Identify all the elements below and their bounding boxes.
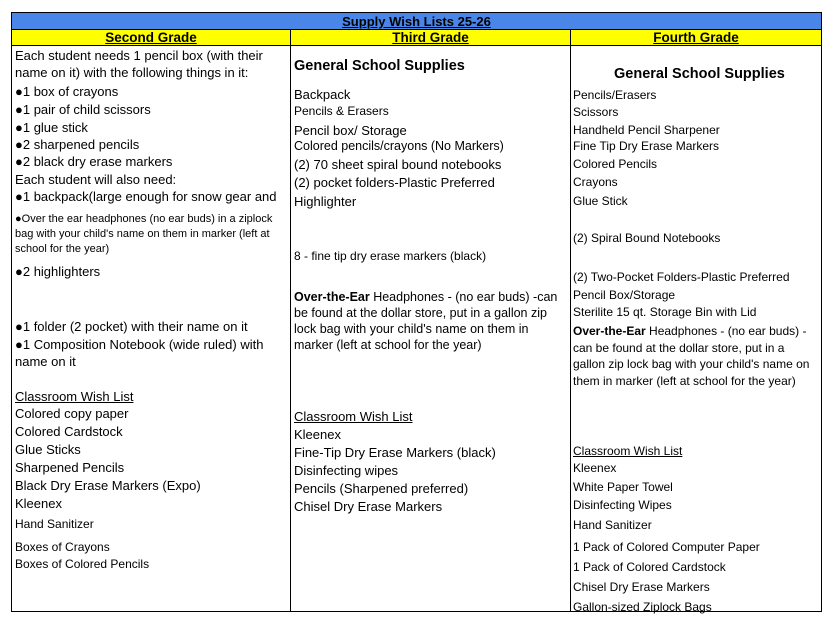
list-item: Backpack: [294, 87, 351, 102]
wish-item: Fine-Tip Dry Erase Markers (black): [294, 445, 496, 460]
list-item: Handheld Pencil Sharpener: [573, 123, 720, 137]
wish-item: Boxes of Crayons: [15, 540, 110, 554]
wish-item: Chisel Dry Erase Markers: [573, 580, 710, 594]
list-item: ●1 pair of child scissors: [15, 102, 151, 117]
list-item: Scissors: [573, 105, 619, 119]
section-title: General School Supplies: [614, 66, 785, 82]
list-item: ●1 glue stick: [15, 120, 88, 135]
wish-item: Pencils (Sharpened preferred): [294, 481, 469, 496]
list-item: (2) pocket folders-Plastic Preferred: [294, 175, 495, 190]
wish-item: Kleenex: [573, 461, 617, 475]
list-item: ●2 highlighters: [15, 264, 101, 279]
list-item: Fine Tip Dry Erase Markers: [573, 139, 720, 153]
second-intro: Each student needs 1 pencil box (with their name on it) with the following things in it:: [15, 48, 263, 80]
list-item: ●1 backpack(large enough for snow gear and: [15, 189, 277, 204]
list-item: Pencils/Erasers: [573, 88, 657, 102]
list-item: Pencils & Erasers: [294, 104, 389, 118]
sheet-title: Supply Wish Lists 25-26: [12, 13, 821, 30]
wish-item: Colored Cardstock: [15, 424, 123, 439]
list-item: Sterilite 15 qt. Storage Bin with Lid: [573, 305, 757, 319]
wish-item: White Paper Towel: [573, 480, 673, 494]
second-grade-column: [12, 46, 290, 611]
wish-list-title: Classroom Wish List: [294, 409, 413, 424]
wish-item: Boxes of Colored Pencils: [15, 557, 150, 571]
section-title: General School Supplies: [294, 58, 465, 74]
wish-item: Hand Sanitizer: [573, 518, 652, 532]
list-item: Colored pencils/crayons (No Markers): [294, 139, 504, 153]
fourth-grade-column: [571, 46, 821, 614]
list-item: Glue Stick: [573, 194, 628, 208]
wish-item: Colored copy paper: [15, 406, 129, 421]
headphones-detail: Headphones - (no ear buds) -can be found at the dollar store, put in a gallon zip lock bag with your child's name on them in marker (left at school for the year): [294, 290, 558, 352]
wish-item: Glue Sticks: [15, 442, 81, 457]
headphones-note: [573, 323, 819, 389]
list-item: ●2 sharpened pencils: [15, 137, 140, 152]
wish-item: Sharpened Pencils: [15, 460, 125, 475]
headphones-emphasis: Over-the-Ear: [573, 324, 646, 338]
header-second-grade: Second Grade: [12, 30, 290, 46]
list-item: (2) Two-Pocket Folders-Plastic Preferred: [573, 270, 790, 284]
third-grade-column: [291, 46, 570, 611]
wish-list-title: Classroom Wish List: [573, 444, 683, 458]
list-item: 8 - fine tip dry erase markers (black): [294, 249, 487, 263]
header-third-grade: Third Grade: [291, 30, 570, 46]
wish-item: 1 Pack of Colored Computer Paper: [573, 540, 760, 554]
list-item: ●1 box of crayons: [15, 84, 119, 99]
list-item: Crayons: [573, 175, 618, 189]
list-item: ●2 black dry erase markers: [15, 154, 173, 169]
list-item: Pencil Box/Storage: [573, 288, 676, 302]
header-fourth-grade: Fourth Grade: [571, 30, 821, 46]
wish-item: Chisel Dry Erase Markers: [294, 499, 443, 514]
headphones-note: [294, 289, 568, 353]
list-item: Pencil box/ Storage: [294, 123, 407, 138]
wish-item: 1 Pack of Colored Cardstock: [573, 560, 726, 574]
list-item: ●1 folder (2 pocket) with their name on it: [15, 319, 248, 334]
wish-item: Kleenex: [15, 496, 62, 511]
headphones-detail: Headphones - (no ear buds) -can be found at the dollar store, put in a gallon zip lock bag with your child's name on them in marker (left at school for the year): [573, 324, 810, 388]
list-item: ●Over the ear headphones (no ear buds) in a ziplock bag with your child's name on them in marker (left at school for the year): [15, 213, 273, 255]
also-need-label: Each student will also need:: [15, 172, 177, 187]
wish-item: Gallon-sized Ziplock Bags: [573, 600, 712, 614]
list-item: ●1 Composition Notebook (wide ruled) with name on it: [15, 337, 264, 369]
wish-item: Disinfecting wipes: [294, 463, 399, 478]
list-item: Colored Pencils: [573, 157, 658, 171]
wish-item: Kleenex: [294, 427, 341, 442]
list-item: (2) Spiral Bound Notebooks: [573, 231, 721, 245]
headphones-emphasis: Over-the-Ear: [294, 290, 370, 304]
wish-item: Hand Sanitizer: [15, 517, 94, 531]
wish-item: Black Dry Erase Markers (Expo): [15, 478, 201, 493]
wish-item: Disinfecting Wipes: [573, 498, 672, 512]
list-item: Highlighter: [294, 194, 357, 209]
list-item: (2) 70 sheet spiral bound notebooks: [294, 157, 502, 172]
supply-sheet: [11, 12, 822, 612]
wish-list-title: Classroom Wish List: [15, 389, 134, 404]
